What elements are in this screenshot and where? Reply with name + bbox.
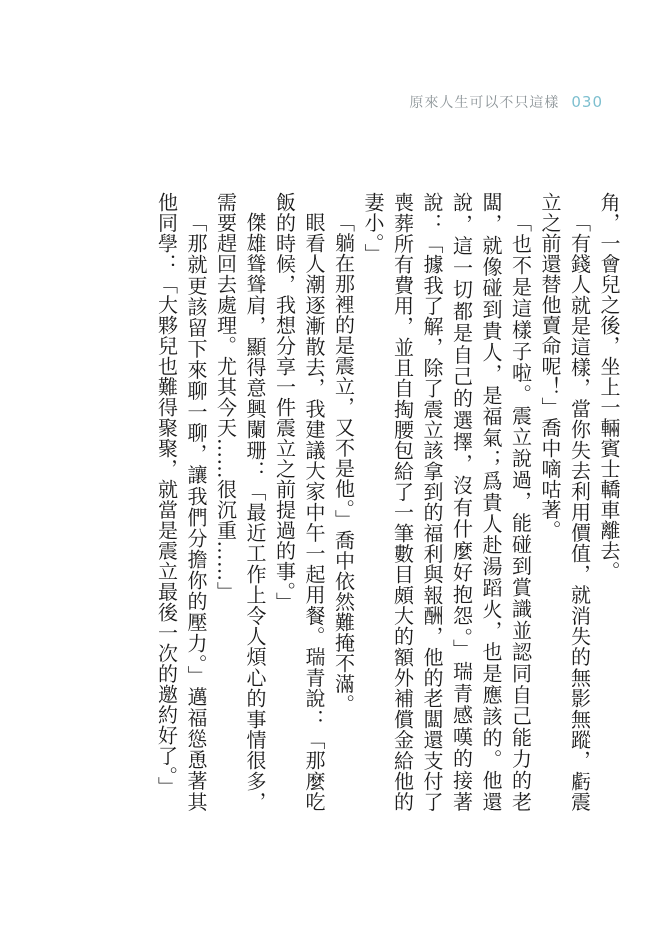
paragraph: 眼看人潮逐漸散去，我建議大家中午一起用餐。瑞青說：「那麼吃飯的時候，我想分享一件震立之前提過的事。」 — [272, 192, 326, 812]
paragraph: 傑雄聳聳肩，顯得意興闌珊：「最近工作上令人煩心的事情很多，需要趕回去處理。尤其今天……很沉重……」 — [213, 192, 267, 812]
body-text — [63, 192, 623, 812]
book-title: 原來人生可以不只這樣 — [409, 95, 560, 111]
paragraph: 「躺在那裡的是震立，又不是他。」喬中依然難掩不滿。 — [331, 212, 356, 715]
paragraph: 角，一會兒之後，坐上一輛賓士轎車離去。 — [597, 192, 621, 582]
page-number: 030 — [571, 93, 603, 111]
paragraph: 「也不是這樣子啦。震立說過，能碰到賞識並認同自己能力的老闆，就像碰到貴人，是福氣；爲貴人赴湯蹈火，也是應該的。他還說，這一切都是自己的選擇，沒有什麼好抱怨。」瑞青感嘆的接著說：「據我了解，除了震立該拿到的福利與報酬，他的老闆還支付了喪葬所有費用，並且自掏腰包給了一筆數目頗大的額外補償金給他的妻小。」 — [361, 192, 533, 812]
paragraph: 「有錢人就是這樣，當你失去利用價值，就消失的無影無蹤，虧震立之前還替他賣命呢！」喬中嘀咕著。 — [538, 192, 592, 812]
running-header — [409, 92, 603, 112]
paragraph: 「那就更該留下來聊一聊，讓我們分擔你的壓力。」邁福慫恿著其他同學：「大夥兒也難得聚聚，就當是震立最後一次的邀約好了。」 — [154, 192, 208, 812]
